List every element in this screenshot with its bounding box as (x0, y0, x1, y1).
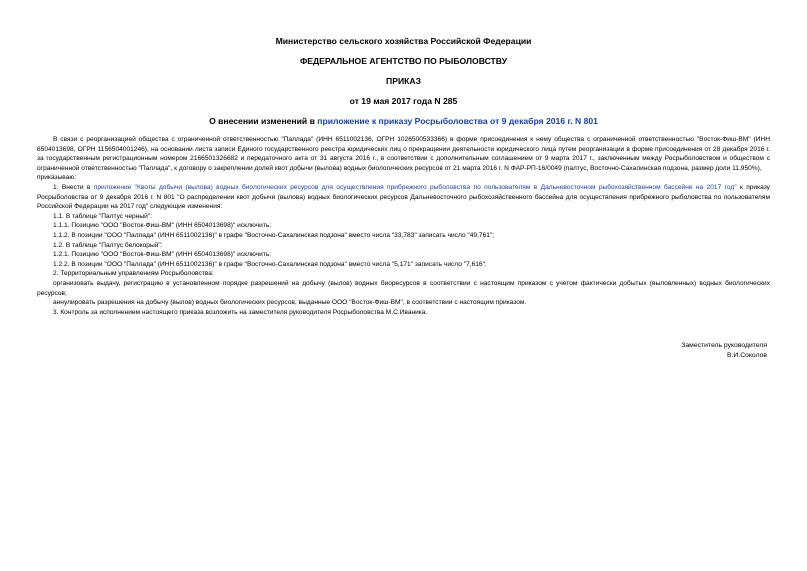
signatory-position: Заместитель руководителя (681, 342, 767, 349)
paragraph-3: 3. Контроль за исполнением настоящего приказа возложить на заместителя руководителя Росрыболовства М.С.Иваника. (53, 308, 428, 316)
paragraph-1-2-1: 1.2.1. Позицию "ООО "Восток-Фиш-ВМ" (ИНН 6504013698)" исключить; (53, 251, 272, 259)
agency-heading: ФЕДЕРАЛЬНОЕ АГЕНТСТВО ПО РЫБОЛОВСТВУ (299, 56, 508, 66)
paragraph-1-1-2: 1.1.2. В позиции "ООО "Паллада" (ИНН 6511002136)" в графе "Восточно-Сахалинская подзона" вместо числа "33,783" записать число "49,761"; (53, 231, 495, 239)
subject-heading (0, 116, 807, 127)
signatory-name: В.И.Соколов (727, 352, 767, 359)
paragraph-1-1: 1.1. В таблице "Палтус черный": (53, 212, 152, 220)
paragraph-1-2: 1.2. В таблице "Палтус белокорый": (53, 241, 163, 249)
appendix-link[interactable]: приложение "Квоты добычи (вылова) водных биологических ресурсов для осуществления прибрежного рыболовства по пользователям в Дальневосточном рыбохозяйственном бассейне на 2017 год" (93, 183, 737, 191)
paragraph-1-2-2: 1.2.2. В позиции "ООО "Паллада" (ИНН 6511002136)" в графе "Восточно-Сахалинская подзона" вместо числа "5,171" записать число "7,616". (53, 260, 487, 268)
subject-prefix: О внесении изменений в (209, 116, 318, 126)
paragraph-2: 2. Территориальным управлениям Росрыболовства: (53, 270, 214, 278)
paragraph-2-b: аннулировать разрешения на добычу (вылов) водных биологических ресурсов, выданные ООО "Восток-Фиш-ВМ", в соответствии с настоящим приказом. (53, 299, 527, 307)
paragraph-1-1-1: 1.1.1. Позицию "ООО "Восток-Фиш-ВМ" (ИНН 6504013698)" исключить; (53, 222, 272, 230)
paragraph-1 (37, 183, 770, 212)
date-number-heading: от 19 мая 2017 года N 285 (349, 96, 458, 106)
signature-block (681, 341, 767, 361)
paragraph-1-suffix: к приказу Росрыболовства от 9 декабря 2016 г. N 801 "О распределении квот добычи (вылова) водных биологических ресурсов Дальневосточного рыбохозяйственного бассейна для осуществления прибрежного рыболовства по пользователям Российской Федерации на 2017 год" следующие изменения: (37, 183, 770, 211)
paragraph-1-prefix: 1. Внести в (53, 183, 94, 191)
order-word: приказываю: (37, 174, 77, 182)
subject-link[interactable]: приложение к приказу Росрыболовства от 9 декабря 2016 г. N 801 (317, 116, 598, 126)
preamble-paragraph: В связи с реорганизацией общества с ограниченной ответственностью "Паллада" (ИНН 6511002136, ОГРН 1026500533366) в форме присоединения к нему общества с ограниченной ответственностью "Восток-Фиш-ВМ" (ИНН 6504013698, ОГРН 1156504001246), на основании листа записи Единого государственного реестра юридических лиц о прекращении деятельности юридического лица путем реорганизации в форме присоединения от 28 декабря 2016 г. за государственным регистрационным номером 2166501326682 и передаточного акта от 31 августа 2016 г., в соответствии с дополнительным соглашением от 9 марта 2017 г., заключенным между Росрыболовством и обществом с ограниченной ответственностью "Паллада", к договору о закреплении долей квот добычи (вылова) водных биологических ресурсов от 21 марта 2016 г. N ФАР-РП-16/0049 (палтус, Восточно-Сахалинская подзона, размер доли 11,950%), (37, 136, 770, 172)
ministry-heading: Министерство сельского хозяйства Российской Федерации (275, 36, 532, 46)
paragraph-2-a: организовать выдачу, регистрацию в установленном порядке разрешений на добычу (вылов) водных биоресурсов в соответствии с настоящим приказом с учетом фактически добытых (выловленных) водных биологических ресурсов; (37, 279, 770, 297)
document-body (37, 135, 770, 317)
doc-type-heading: ПРИКАЗ (386, 76, 421, 86)
